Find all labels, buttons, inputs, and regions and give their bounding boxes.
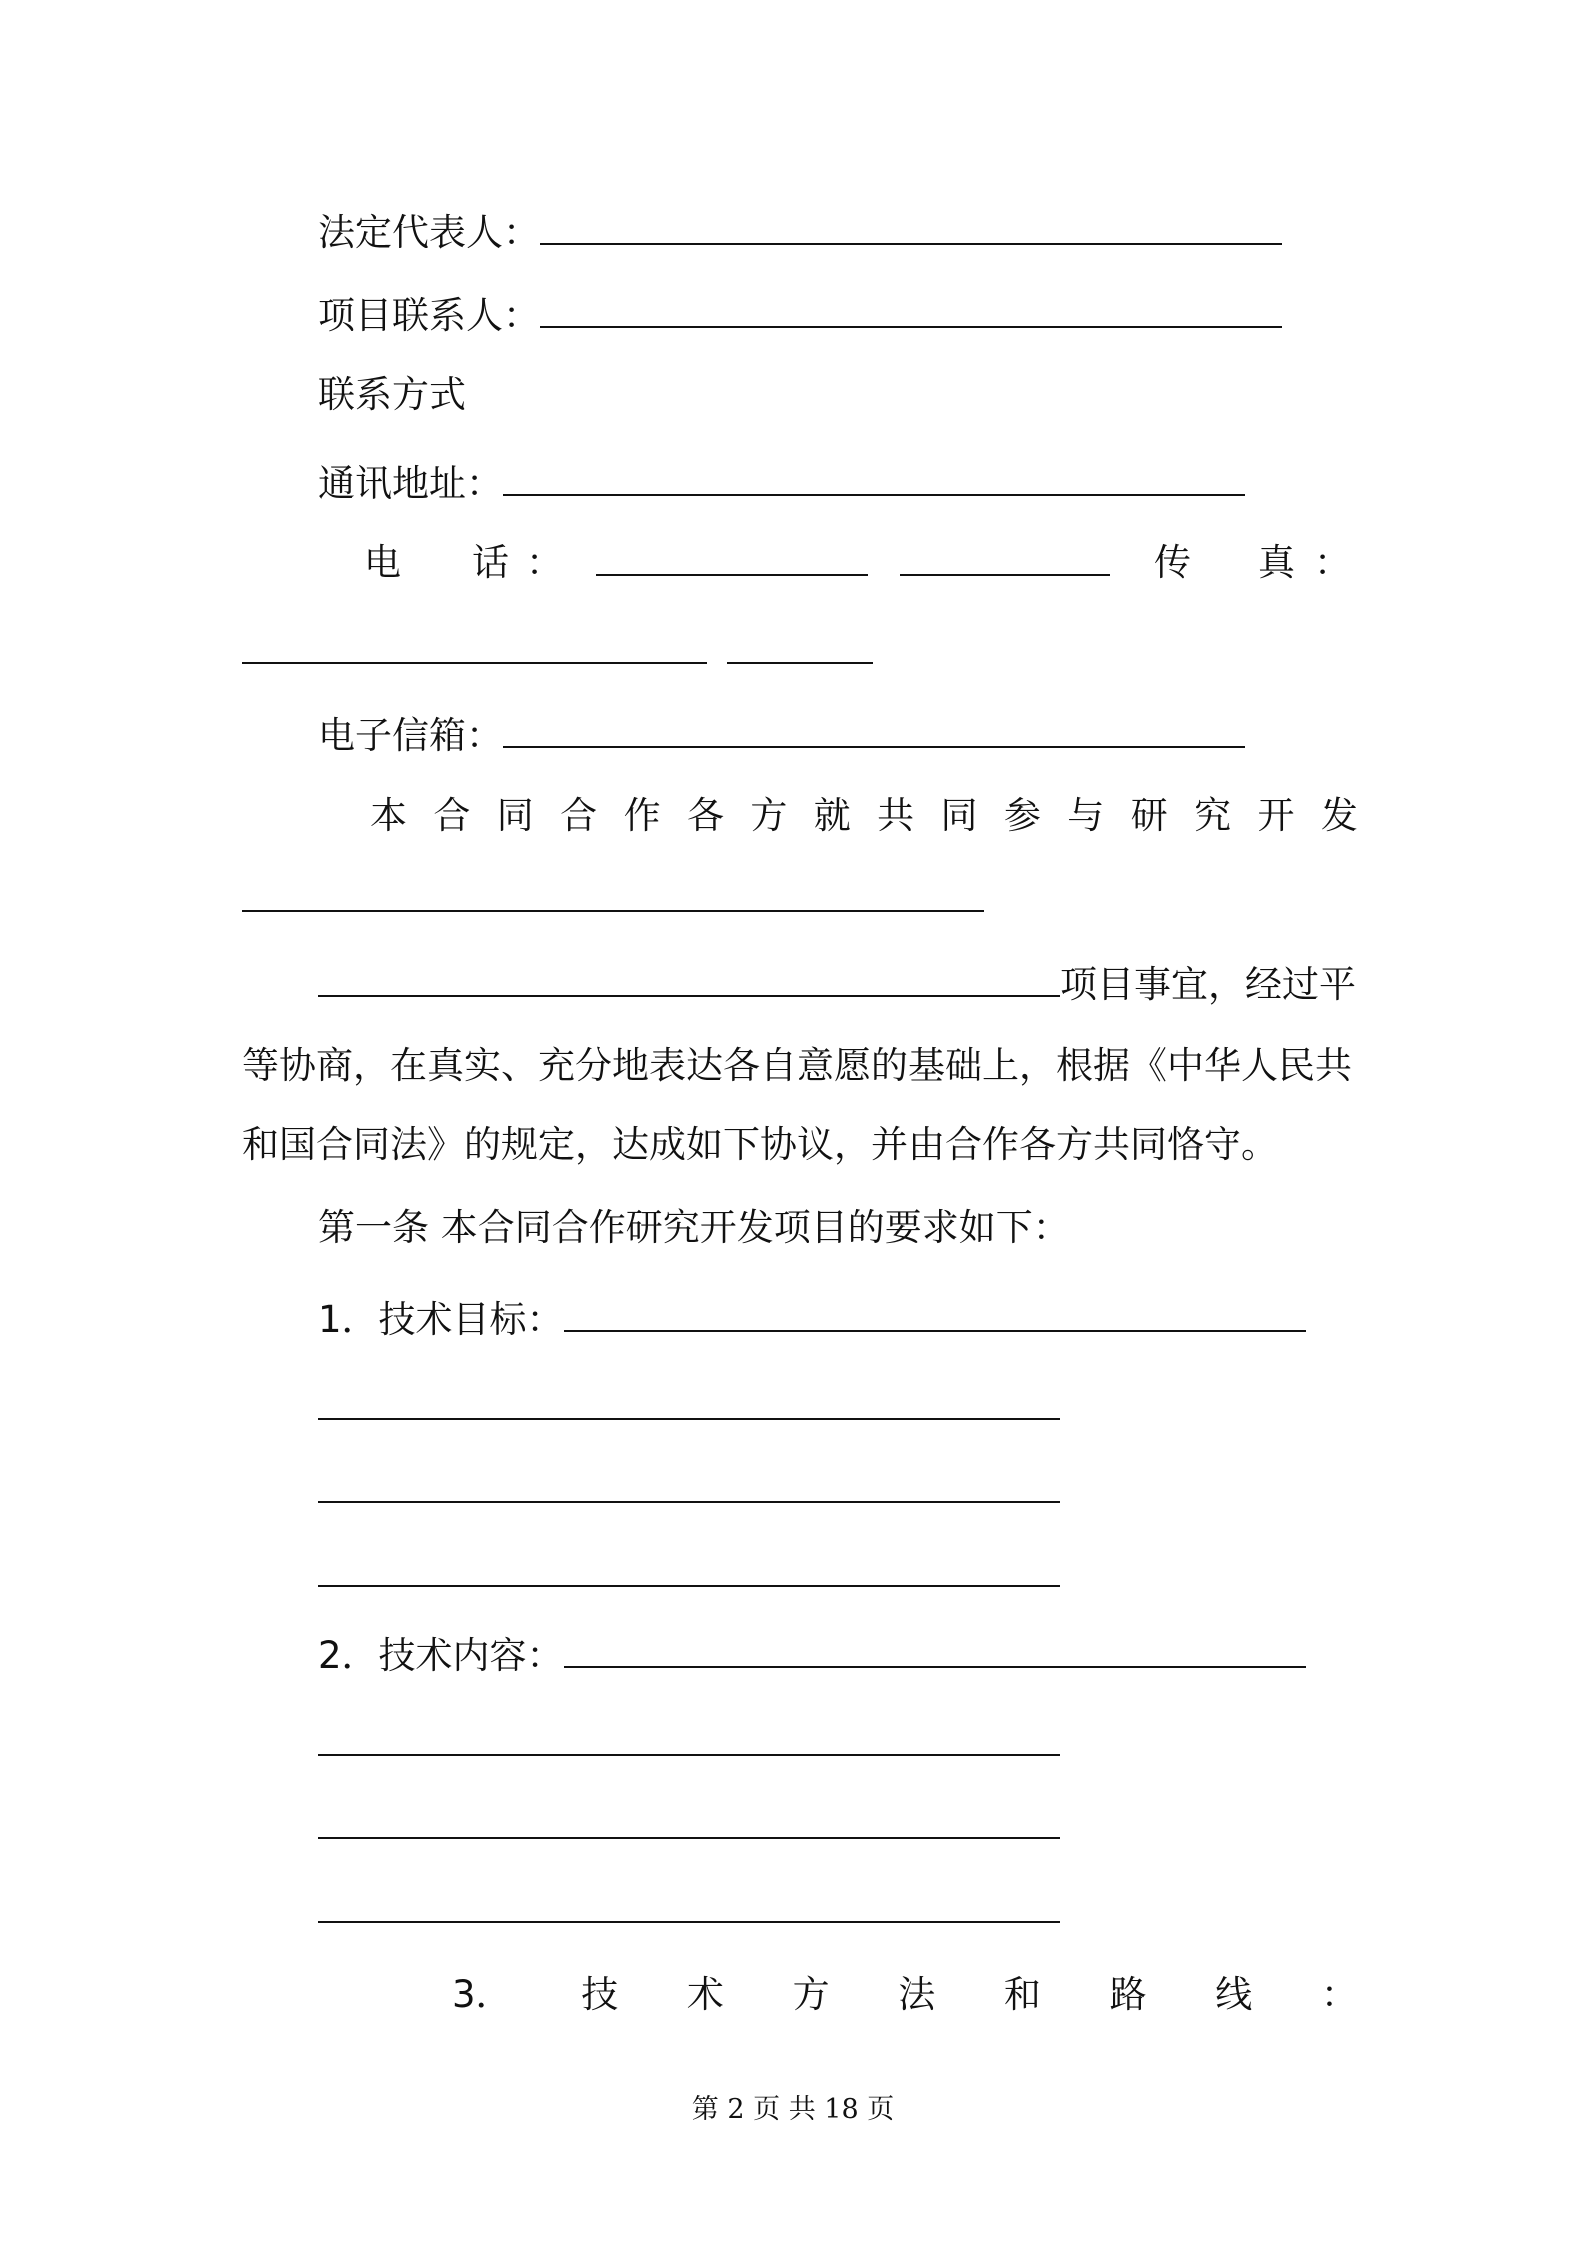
phone-blank-2	[900, 573, 1110, 576]
preamble-char: 各	[686, 794, 724, 837]
page-number: 第 2 页 共 18 页	[691, 2094, 895, 2125]
tech-method-char: ：	[1320, 1973, 1358, 2016]
tech-method-char: 线	[1215, 1973, 1253, 2016]
project-name-blank-1	[242, 909, 984, 912]
preamble-char: 共	[877, 794, 915, 837]
tech-content-label: 2．技术内容：	[318, 1634, 564, 1677]
tech-method-char: 法	[898, 1973, 936, 2016]
article-1-heading	[318, 1198, 1070, 1258]
tech-goal-row	[318, 1290, 1306, 1350]
tech-goal-continuation	[318, 1461, 1060, 1521]
tech-content-continuation	[318, 1797, 1060, 1857]
tech-method-char: 方	[792, 1973, 830, 2016]
tech-goal-continuation	[318, 1378, 1060, 1438]
fax-label-char: 真	[1258, 541, 1295, 584]
tech-method-char: 和	[1003, 1973, 1041, 2016]
tech-method-char: 技	[581, 1973, 619, 2016]
tech-goal-blank	[564, 1329, 1306, 1332]
preamble-char: 与	[1067, 794, 1105, 837]
preamble-line-5-text: 和国合同法》的规定，达成如下协议，并由合作各方共同恪守。	[242, 1123, 1278, 1166]
preamble-line-5	[242, 1115, 1278, 1175]
preamble-char: 合	[433, 794, 471, 837]
preamble-line-3	[318, 955, 1356, 1015]
preamble-line-2	[242, 870, 984, 930]
tech-content-blank-line	[318, 1753, 1060, 1756]
tech-goal-blank-line	[318, 1584, 1060, 1587]
email-blank	[503, 745, 1245, 748]
tech-method-row	[452, 1965, 1358, 2025]
project-contact-label: 项目联系人：	[318, 294, 540, 337]
tech-goal-label: 1．技术目标：	[318, 1298, 564, 1341]
email-label: 电子信箱：	[318, 714, 503, 757]
fax-blank-1	[242, 661, 707, 664]
fax-blank-2	[727, 661, 873, 664]
legal-rep-label: 法定代表人：	[318, 211, 540, 254]
tech-method-char: 路	[1109, 1973, 1147, 2016]
preamble-char: 作	[623, 794, 661, 837]
preamble-char: 发	[1320, 794, 1358, 837]
legal-rep-row	[318, 203, 1282, 263]
address-label: 通讯地址：	[318, 462, 503, 505]
preamble-line-4-text: 等协商，在真实、充分地表达各自意愿的基础上，根据《中华人民共	[242, 1044, 1352, 1087]
page-footer	[0, 2085, 1586, 2135]
tech-content-blank	[564, 1665, 1306, 1668]
phone-fax-row	[364, 533, 1351, 593]
preamble-line-3-text: 项目事宜，经过平	[1060, 963, 1356, 1006]
project-name-blank-2	[318, 994, 1060, 997]
contact-method-row	[318, 365, 466, 425]
phone-label-char: ：	[526, 541, 563, 584]
project-contact-blank	[540, 325, 1282, 328]
preamble-char: 同	[940, 794, 978, 837]
preamble-char: 开	[1257, 794, 1295, 837]
preamble-char: 方	[750, 794, 788, 837]
email-row	[318, 706, 1245, 766]
tech-content-blank-line	[318, 1920, 1060, 1923]
preamble-char: 同	[496, 794, 534, 837]
legal-rep-blank	[540, 242, 1282, 245]
tech-goal-blank-line	[318, 1417, 1060, 1420]
tech-goal-blank-line	[318, 1500, 1060, 1503]
phone-label-char: 电	[364, 541, 401, 584]
contact-method-label: 联系方式	[318, 373, 466, 416]
tech-content-continuation	[318, 1881, 1060, 1941]
tech-content-blank-line	[318, 1836, 1060, 1839]
tech-method-char: 3．	[452, 1973, 513, 2016]
address-row	[318, 454, 1245, 514]
tech-content-row	[318, 1626, 1306, 1686]
preamble-char: 本	[370, 794, 407, 837]
article-1-heading-text: 第一条 本合同合作研究开发项目的要求如下：	[318, 1206, 1070, 1249]
project-contact-row	[318, 286, 1282, 346]
tech-method-char: 术	[686, 1973, 724, 2016]
preamble-line-4	[242, 1036, 1352, 1096]
tech-content-continuation	[318, 1714, 1060, 1774]
phone-label-char: 话	[472, 541, 509, 584]
fax-blank-row	[242, 622, 873, 682]
phone-blank-1	[596, 573, 868, 576]
preamble-char: 参	[1003, 794, 1041, 837]
preamble-char: 究	[1194, 794, 1232, 837]
preamble-char: 研	[1130, 794, 1168, 837]
preamble-char: 合	[560, 794, 598, 837]
address-blank	[503, 493, 1245, 496]
tech-goal-continuation	[318, 1545, 1060, 1605]
preamble-line-1	[370, 786, 1358, 846]
fax-label-char: ：	[1314, 541, 1351, 584]
fax-label-char: 传	[1154, 541, 1191, 584]
preamble-char: 就	[813, 794, 851, 837]
